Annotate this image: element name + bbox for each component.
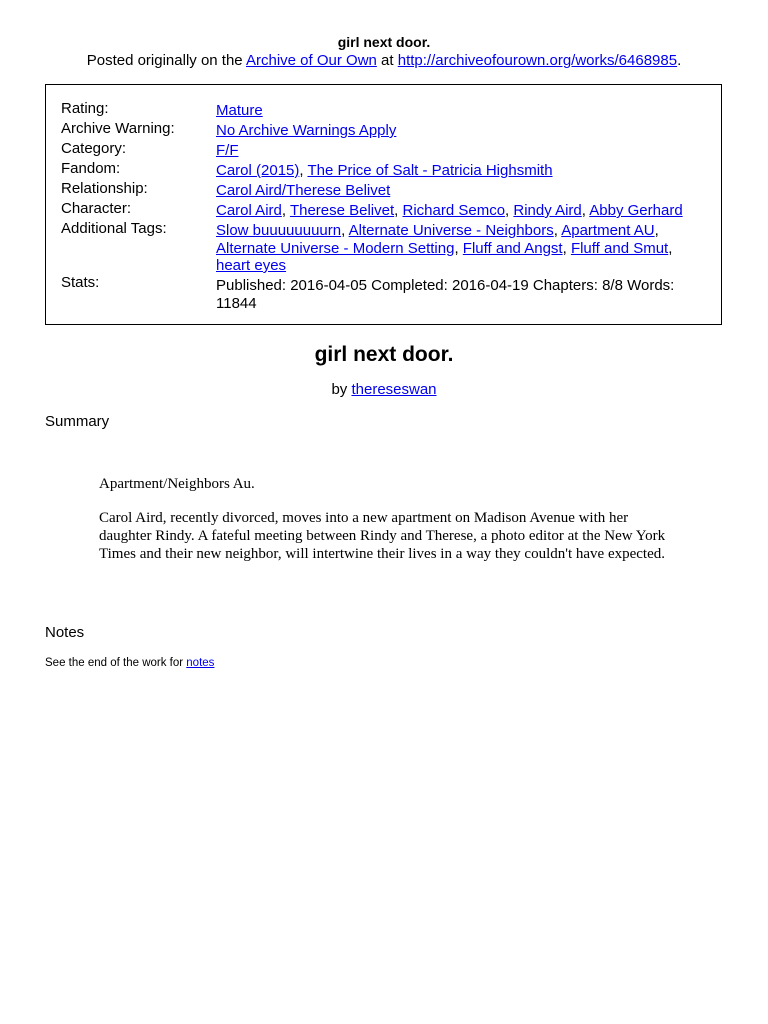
notes-heading: Notes [45, 624, 85, 641]
separator: , [341, 222, 349, 239]
fandom-values [216, 162, 706, 180]
summary-paragraph: Carol Aird, recently divorced, moves into a new apartment on Madison Avenue with her daughter Rindy. A fateful meeting between Rindy and Therese, a photo editor at the New York Times and their new neighbor, will intertwine their lives in a way they couldn't have expected. [99, 510, 666, 562]
notes-prefix: See the end of the work for [45, 657, 187, 669]
rating-tag-link[interactable]: Mature [216, 102, 263, 119]
rating-values [216, 102, 706, 120]
separator: , [581, 202, 590, 219]
fandom-label: Fandom: [61, 160, 121, 177]
relationship-label: Relationship: [61, 180, 148, 197]
character-tag-link[interactable]: Richard Semco [402, 202, 506, 219]
fandom-tag-link[interactable]: Carol (2015) [216, 162, 300, 179]
character-tag-link[interactable]: Rindy Aird [513, 202, 582, 219]
stats-value: Published: 2016-04-05 Completed: 2016-04-19 Chapters: 8/8 Words: 11844 [216, 277, 675, 312]
archive-warning-values [216, 122, 706, 140]
tags-line-2 [216, 240, 706, 258]
additional-tags-values [216, 222, 706, 275]
category-values [216, 142, 706, 160]
tags-line-1 [216, 222, 706, 240]
summary-heading: Summary [45, 413, 110, 430]
summary-paragraph: Apartment/Neighbors Au. [99, 476, 255, 492]
separator: , [281, 202, 290, 219]
separator: , [562, 239, 571, 257]
additional-tag-link[interactable]: Fluff and Angst [462, 239, 563, 257]
additional-tag-link[interactable]: heart eyes [216, 257, 287, 274]
separator: , [553, 222, 562, 239]
additional-tag-link[interactable]: Alternate Universe - Neighbors [348, 222, 554, 239]
warning-tag-link[interactable]: No Archive Warnings Apply [216, 122, 397, 139]
notes-text [45, 656, 214, 670]
relationship-tag-link[interactable]: Carol Aird/Therese Belivet [216, 182, 391, 199]
at-text: at [376, 52, 398, 69]
byline [0, 381, 768, 399]
character-tag-link[interactable]: Carol Aird [216, 202, 282, 219]
additional-tag-link[interactable]: Slow buuuuuuuurn [216, 222, 342, 239]
character-values [216, 202, 706, 220]
by-prefix: by [331, 381, 352, 398]
fandom-tag-link[interactable]: The Price of Salt - Patricia Highsmith [307, 162, 553, 179]
character-tag-link[interactable]: Therese Belivet [289, 202, 395, 219]
rating-label: Rating: [61, 100, 109, 117]
additional-tag-link[interactable]: Fluff and Smut [570, 239, 669, 257]
separator: , [668, 239, 677, 257]
document-header-title: girl next door. [337, 34, 431, 50]
notes-link[interactable]: notes [186, 657, 215, 669]
archive-of-our-own-link[interactable]: Archive of Our Own [246, 52, 377, 69]
separator: , [654, 222, 663, 239]
separator: , [505, 202, 514, 219]
work-metadata-box [45, 84, 722, 325]
relationship-values [216, 182, 706, 200]
work-url-link[interactable]: http://archiveofourown.org/works/6468985 [397, 52, 678, 69]
additional-tags-label: Additional Tags: [61, 220, 167, 237]
separator: , [454, 239, 463, 257]
separator: , [394, 202, 403, 219]
additional-tag-link[interactable]: Alternate Universe - Modern Setting [216, 239, 455, 257]
character-label: Character: [61, 200, 132, 217]
character-tag-link[interactable]: Abby Gerhard [589, 202, 683, 219]
author-link[interactable]: thereseswan [351, 381, 437, 398]
category-tag-link[interactable]: F/F [216, 142, 239, 159]
posted-prefix: Posted originally on the [86, 52, 246, 69]
separator: , [299, 162, 308, 179]
category-label: Category: [61, 140, 127, 157]
tags-line-3 [216, 257, 706, 275]
end-period: . [677, 52, 682, 69]
work-title: girl next door. [314, 343, 454, 366]
archive-warning-label: Archive Warning: [61, 120, 175, 137]
additional-tag-link[interactable]: Apartment AU [561, 222, 655, 239]
posted-originally-line [0, 52, 768, 70]
stats-label: Stats: [61, 274, 100, 291]
